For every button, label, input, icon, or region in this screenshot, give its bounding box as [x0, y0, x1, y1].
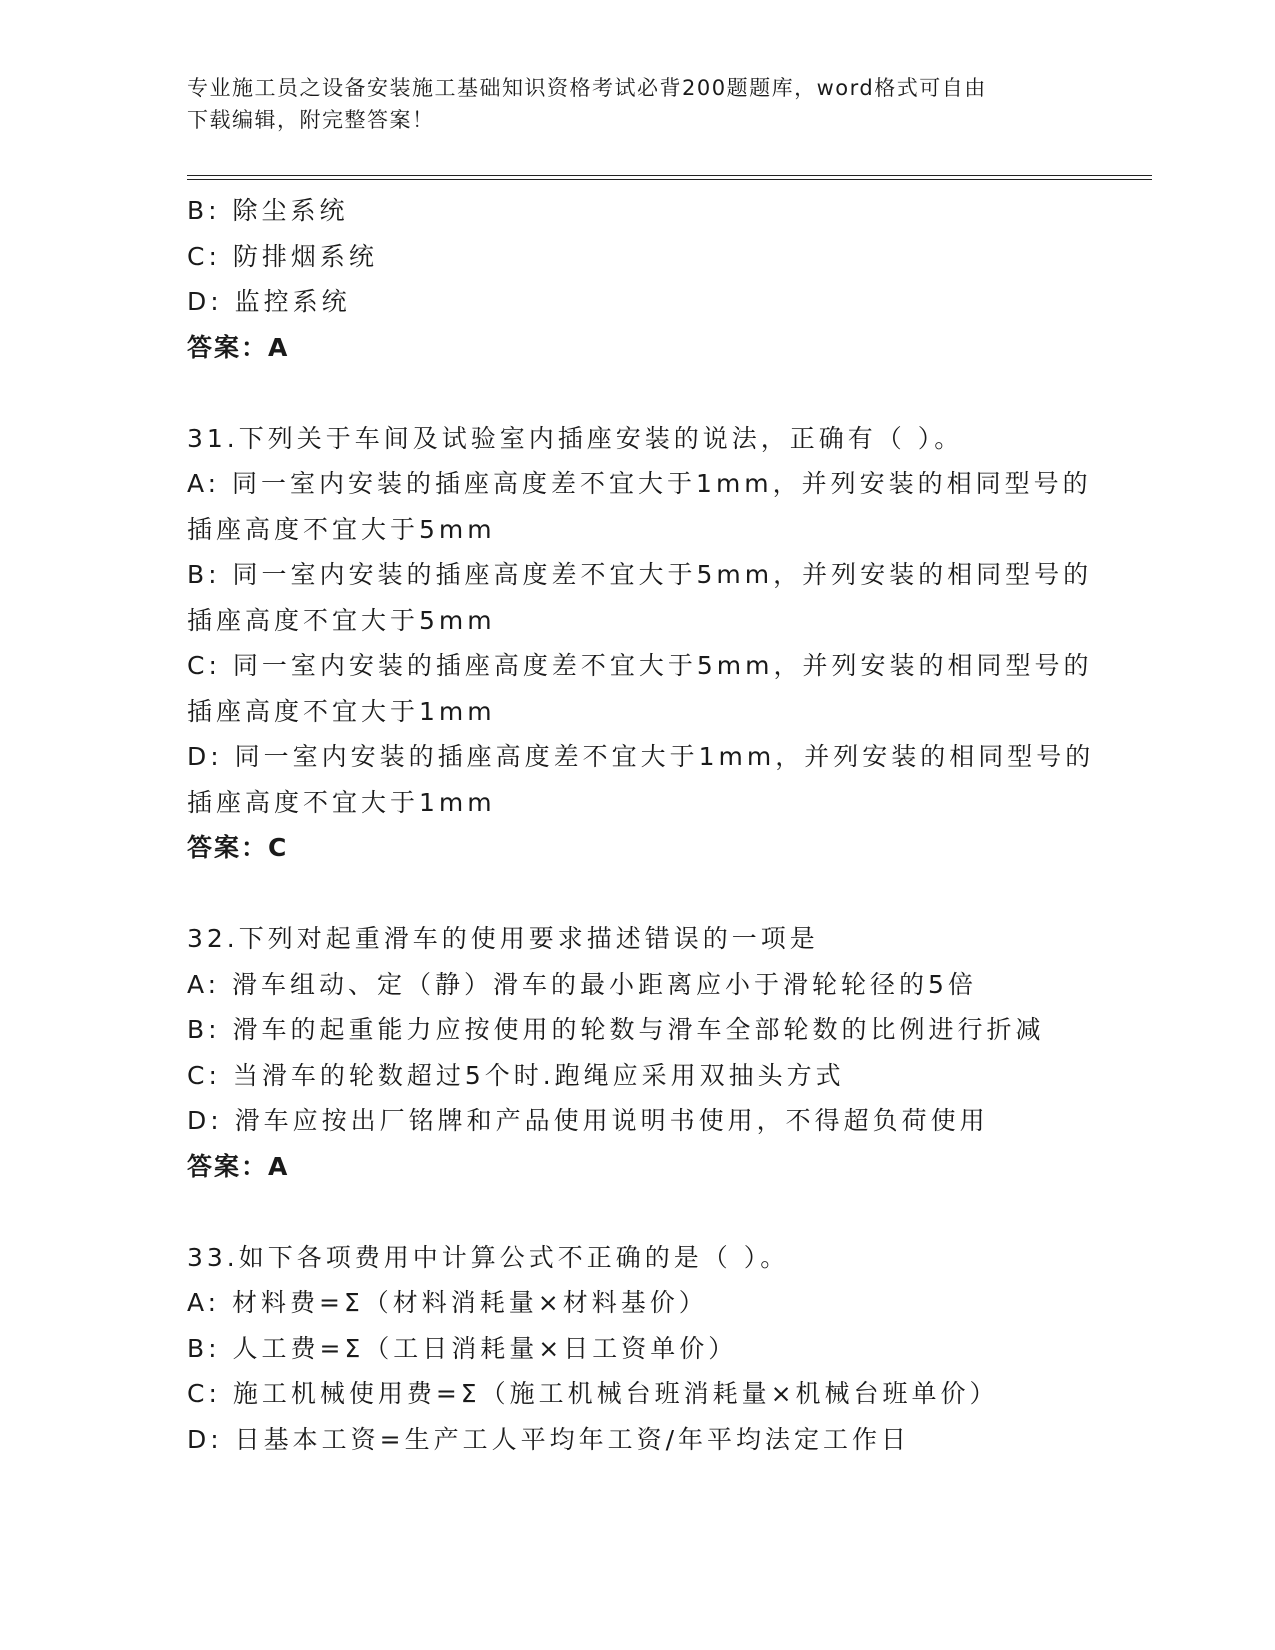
option-d: D: 滑车应按出厂铭牌和产品使用说明书使用，不得超负荷使用	[187, 1106, 989, 1135]
option-a-continued: 插座高度不宜大于5mm	[187, 514, 496, 544]
question-31	[187, 416, 1095, 871]
option-a: A: 同一室内安装的插座高度差不宜大于1mm，并列安装的相同型号的	[187, 469, 1092, 498]
header-divider	[187, 175, 1152, 180]
question-30-tail	[187, 188, 1087, 370]
option-c: C: 当滑车的轮数超过5个时.跑绳应采用双抽头方式	[187, 1060, 845, 1090]
option-c: C: 施工机械使用费=Σ（施工机械台班消耗量×机械台班单价）	[187, 1379, 999, 1408]
question-text: 33.如下各项费用中计算公式不正确的是（ ）。	[187, 1242, 790, 1272]
option-b: B: 除尘系统	[187, 196, 349, 225]
question-list	[187, 188, 1095, 1462]
option-a: A: 材料费=Σ（材料消耗量×材料基价）	[187, 1288, 708, 1317]
question-text: 31.下列关于车间及试验室内插座安装的说法，正确有（ ）。	[187, 423, 964, 453]
question-33	[187, 1235, 1087, 1463]
option-b: B: 人工费=Σ（工日消耗量×日工资单价）	[187, 1333, 738, 1363]
spacer	[187, 1189, 1087, 1235]
question-text: 32.下列对起重滑车的使用要求描述错误的一项是	[187, 924, 819, 953]
option-d: D: 监控系统	[187, 287, 351, 316]
option-b: B: 同一室内安装的插座高度差不宜大于5mm，并列安装的相同型号的	[187, 560, 1093, 589]
option-d: D: 日基本工资=生产工人平均年工资/年平均法定工作日	[187, 1424, 910, 1454]
option-d-continued: 插座高度不宜大于1mm	[187, 787, 496, 817]
option-c: C: 同一室内安装的插座高度差不宜大于5mm，并列安装的相同型号的	[187, 651, 1093, 680]
answer: 答案：C	[187, 833, 289, 862]
option-c-continued: 插座高度不宜大于1mm	[187, 696, 496, 726]
option-b: B: 滑车的起重能力应按使用的轮数与滑车全部轮数的比例进行折减	[187, 1015, 1045, 1044]
header-title-line-1: 专业施工员之设备安装施工基础知识资格考试必背200题题库，word格式可自由	[187, 76, 987, 100]
option-d: D: 同一室内安装的插座高度差不宜大于1mm，并列安装的相同型号的	[187, 742, 1095, 771]
answer: 答案：A	[187, 1151, 290, 1181]
spacer	[187, 871, 1087, 917]
page-header	[187, 72, 1067, 136]
option-b-continued: 插座高度不宜大于5mm	[187, 605, 496, 635]
question-32	[187, 916, 1087, 1189]
answer: 答案：A	[187, 332, 290, 362]
option-c: C: 防排烟系统	[187, 241, 378, 271]
option-a: A: 滑车组动、定（静）滑车的最小距离应小于滑轮轮径的5倍	[187, 969, 977, 999]
spacer	[187, 370, 1087, 416]
header-title-line-2: 下载编辑，附完整答案！	[187, 108, 435, 132]
